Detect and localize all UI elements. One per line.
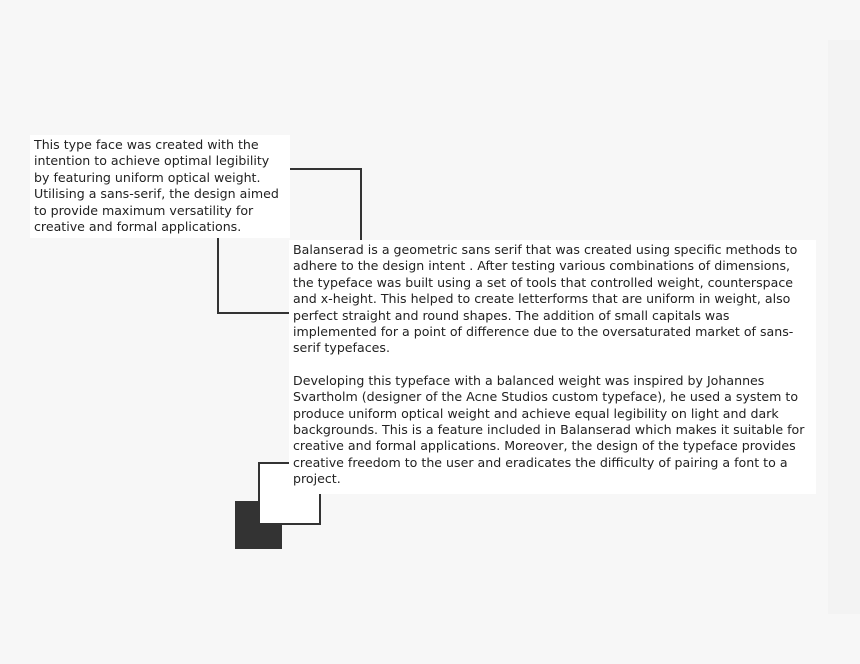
- body-paragraph-2: Developing this typeface with a balanced weight was inspired by Johannes Svartholm (designer of the Acne Studios custom typeface), he used a system to produce uniform optical weight and achieve equal legibility on light and dark backgrounds. This is a feature included in Balanserad which makes it suitable for creative and formal applications. Moreover, the design of the typeface provides creative freedom to the user and eradicates the difficulty of pairing a font to a project.: [293, 372, 805, 487]
- panel-edge: [828, 40, 860, 614]
- intro-text-box: [30, 135, 290, 238]
- body-text-box: [289, 240, 816, 494]
- intro-paragraph: This type face was created with the intention to achieve optimal legibility by featuring uniform optical weight. Utilising a sans-serif, the design aimed to provide maximum versatility for creative and formal applications.: [34, 137, 279, 235]
- body-paragraph-1: Balanserad is a geometric sans serif that was created using specific methods to adhere to the design intent . After testing various combinations of dimensions, the typeface was built using a set of tools that controlled weight, counterspace and x-height. This helped to create letterforms that are uniform in weight, also perfect straight and round shapes. The addition of small capitals was implemented for a point of difference due to the oversaturated market of sans-serif typefaces.: [293, 242, 798, 356]
